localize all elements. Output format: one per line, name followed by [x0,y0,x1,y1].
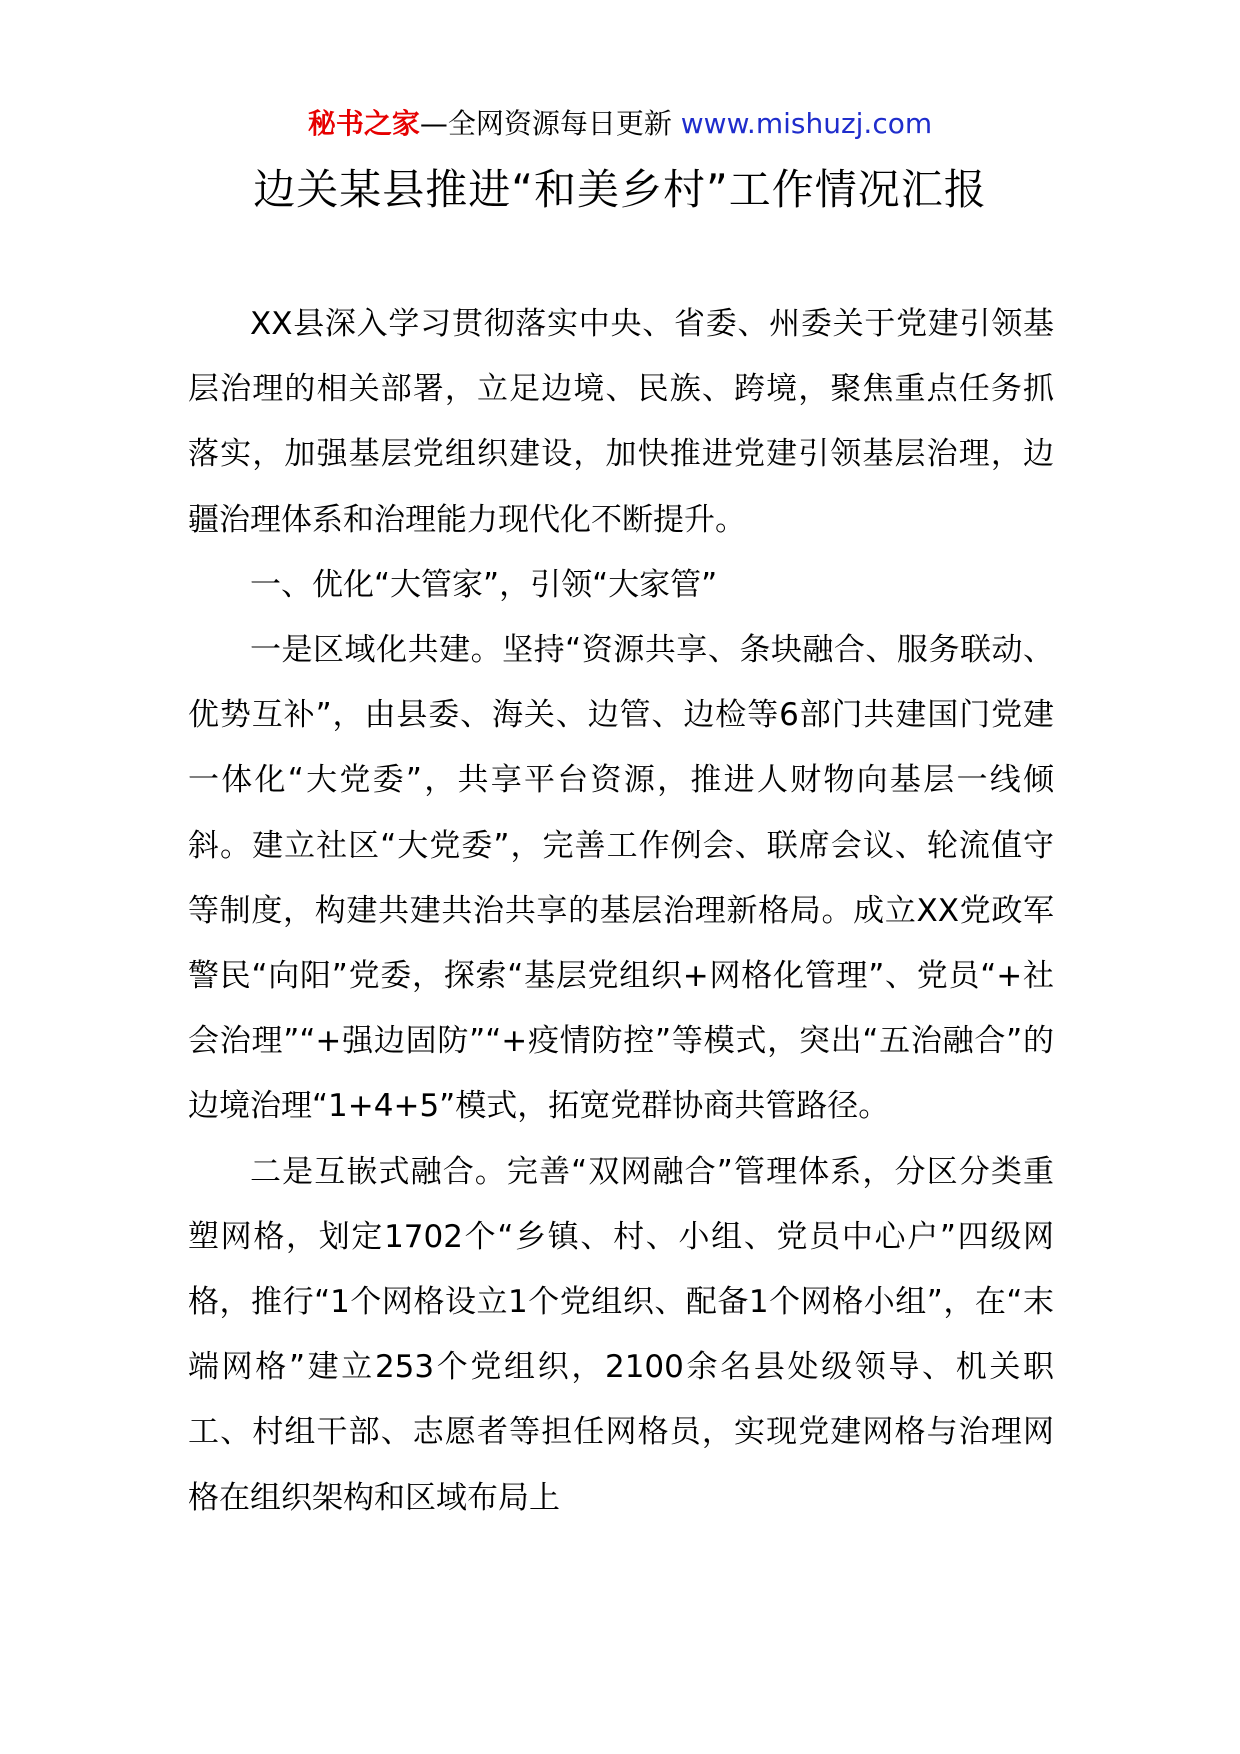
document-title: 边关某县推进“和美乡村”工作情况汇报 [253,165,987,214]
site-slogan: —全网资源每日更新 [419,107,681,140]
document-body [188,292,1054,1531]
site-brand: 秘书之家 [307,107,420,140]
paragraph-point-1: 一是区域化共建。坚持“资源共享、条块融合、服务联动、优势互补”，由县委、海关、边管、边检等6部门共建国门党建一体化“大党委”，共享平台资源，推进人财物向基层一线倾斜。建立社区“大党委”，完善工作例会、联席会议、轮流值守等制度，构建共建共治共享的基层治理新格局。成立XX党政军警民“向阳”党委，探索“基层党组织+网格化管理”、党员“+社会治理”“+强边固防”“+疫情防控”等模式，突出“五治融合”的边境治理“1+4+5”模式，拓宽党群协商共管路径。 [188,632,1054,1125]
section-heading: 一、优化“大管家”，引领“大家管” [250,566,718,603]
paragraph-intro: XX县深入学习贯彻落实中央、省委、州委关于党建引领基层治理的相关部署，立足边境、民族、跨境，聚焦重点任务抓落实，加强基层党组织建设，加快推进党建引领基层治理，边疆治理体系和治理能力现代化不断提升。 [188,306,1054,538]
site-url-link[interactable]: www.mishuzj.com [680,107,933,140]
site-banner [0,104,1240,144]
paragraph-point-2: 二是互嵌式融合。完善“双网融合”管理体系，分区分类重塑网格，划定1702个“乡镇、村、小组、党员中心户”四级网格，推行“1个网格设立1个党组织、配备1个网格小组”，在“末端网格”建立253个党组织，2100余名县处级领导、机关职工、村组干部、志愿者等担任网格员，实现党建网格与治理网格在组织架构和区域布局上 [188,1153,1054,1516]
